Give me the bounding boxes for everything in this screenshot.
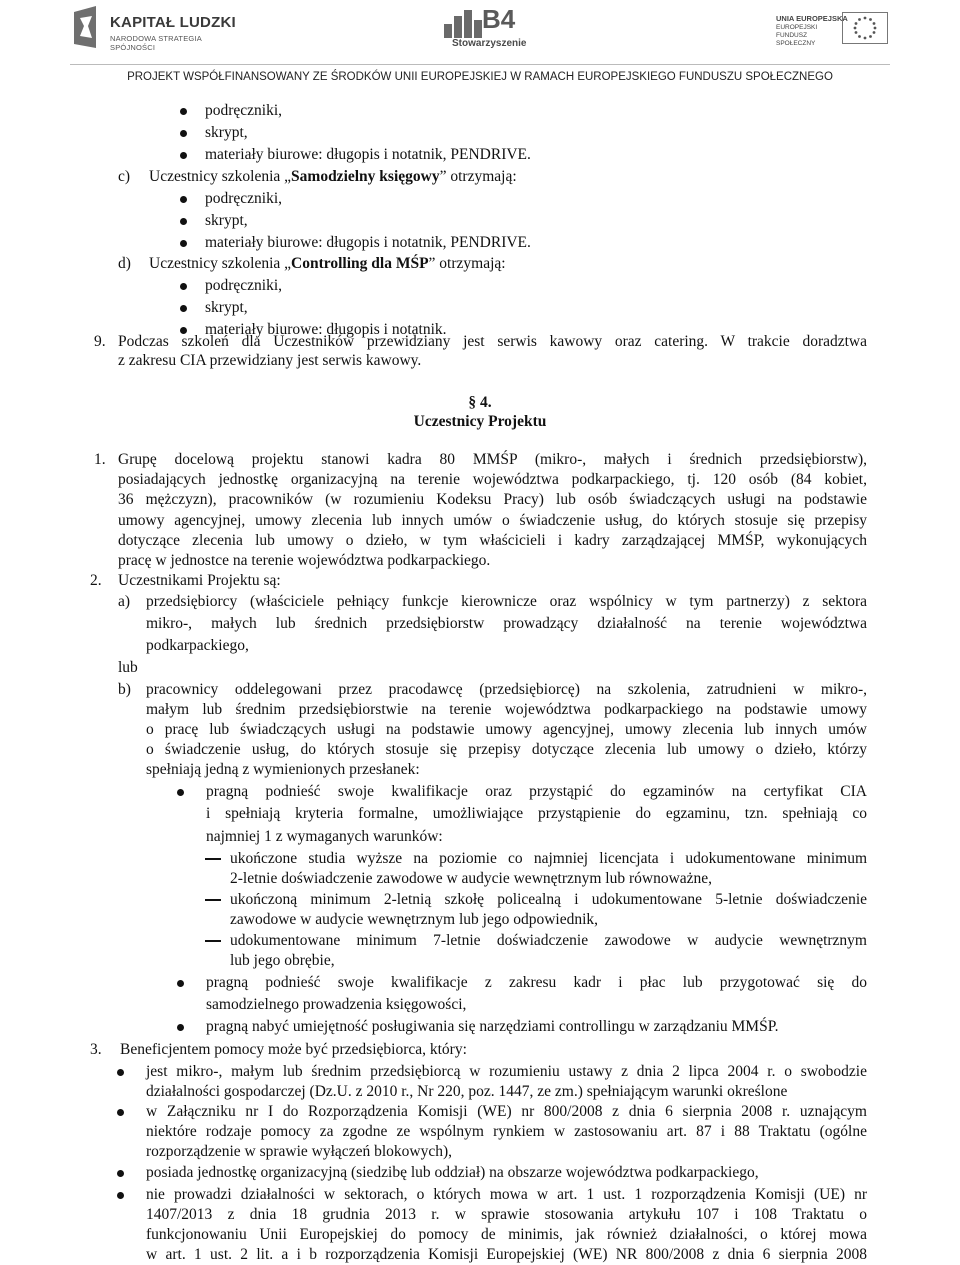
point-a-line: mikro-, małych lub średnich przedsiębiorstw prowadzący działalność na terenie województwa: [146, 615, 867, 632]
dash-line: lub jego obrębie,: [230, 952, 335, 969]
paragraph-1-line: dotyczące zlecenia lub umowy o dzieło, w tym właścicieli i kadry zarządzającej MMŚP, wykonujących: [118, 532, 867, 549]
point-b-line: małym lub średnim przedsiębiorstwie na terenie województwa podkarpackiego na podstawie umowy: [146, 701, 867, 718]
bullet-line: jest mikro-, małym lub średnim przedsiębiorcą w rozumieniu ustawy z dnia 2 lipca 2004 r. o swobodzie: [146, 1063, 867, 1080]
dash-icon: [205, 899, 221, 901]
bullet-line: niektóre rodzaje pomocy za zgodne ze wspólnym rynkiem w zastosowaniu art. 87 i 88 Traktatu (ogólne: [146, 1123, 867, 1140]
paragraph-1-line: posiadających jednostkę organizacyjną na terenie województwa podkarpackiego, tj. 120 osób (84 kobiet,: [118, 471, 867, 488]
eu-title: UNIA EUROPEJSKA: [776, 14, 848, 23]
eu-subtitle: EUROPEJSKI FUNDUSZ SPOŁECZNY: [776, 24, 818, 47]
kapital-ludzki-emblem-icon: [70, 4, 104, 50]
page-header: [0, 0, 960, 92]
bullet-icon: [117, 1069, 124, 1076]
header-divider: [70, 64, 890, 65]
paragraph-1-line: Grupę docelową projektu stanowi kadra 80 MMŚP (mikro-, małych i średnich przedsiębiorstw),: [118, 451, 867, 468]
list-item: podręczniki,: [205, 190, 283, 207]
kapital-ludzki-tagline: NARODOWA STRATEGIA SPÓJNOŚCI: [110, 34, 202, 52]
bullet-line: działalności gospodarczej (Dz.U. z 2010 r., Nr 220, poz. 1447, ze zm.) spełniającym warunki określone: [146, 1083, 788, 1100]
item-9-number: 9.: [94, 333, 106, 350]
bullet-line: pragną podnieść swoje kwalifikacje z zakresu kadr i płac lub przygotować się do: [206, 974, 867, 991]
paragraph-3-intro: Beneficjentem pomocy może być przedsiębiorca, który:: [120, 1041, 467, 1058]
kapital-ludzki-logo: [70, 4, 240, 54]
b4-emblem-icon: [444, 10, 484, 40]
bullet-line: 1407/2013 z dnia 18 grudnia 2013 r. w sprawie stosowania artykułu 107 i 108 Traktatu o: [146, 1206, 867, 1223]
bullet-icon: [117, 1170, 124, 1177]
eu-flag-icon: [842, 12, 888, 44]
bullet-icon: [177, 789, 184, 796]
course-name: Samodzielny księgowy: [291, 168, 440, 185]
list-item: skrypt,: [205, 212, 248, 229]
bullet-line: pragną podnieść swoje kwalifikacje oraz przystąpić do egzaminów na certyfikat CIA: [206, 783, 867, 800]
b4-name: B4: [482, 4, 516, 34]
section-c-heading: Uczestnicy szkolenia „Samodzielny księgowy” otrzymają:: [149, 168, 517, 185]
bullet-line: w Załączniku nr I do Rozporządzenia Komisji (WE) nr 800/2008 z dnia 6 sierpnia 2008 r. uznającym: [146, 1103, 867, 1120]
list-item: materiały biurowe: długopis i notatnik, PENDRIVE.: [205, 234, 531, 251]
bullet-line: pragną nabyć umiejętność posługiwania się narzędziami controllingu w zarządzaniu MMŚP.: [206, 1018, 779, 1035]
list-item: materiały biurowe: długopis i notatnik.: [205, 321, 447, 338]
bullet-icon: [180, 108, 187, 115]
b4-logo: [444, 4, 534, 52]
paragraph-1-line: pracę w jednostce na terenie województwa podkarpackiego.: [118, 552, 491, 569]
point-b-line: pracownicy oddelegowani przez pracodawcę (przedsiębiorcę) na szkolenia, zatrudnieni w mikro-,: [146, 681, 867, 698]
list-item: skrypt,: [205, 299, 248, 316]
paragraph-3-number: 3.: [90, 1041, 102, 1058]
b4-subtitle: Stowarzyszenie: [452, 38, 527, 49]
point-b-label: b): [118, 681, 131, 698]
section-d-label: d): [118, 255, 131, 272]
bullet-icon: [180, 152, 187, 159]
dash-line: 2-letnie doświadczenie zawodowe w audycie wewnętrznym lub równoważne,: [230, 870, 713, 887]
bullet-icon: [180, 196, 187, 203]
project-funding-line: PROJEKT WSPÓŁFINANSOWANY ZE ŚRODKÓW UNII EUROPEJSKIEJ W RAMACH EUROPEJSKIEGO FUNDUSZU SPOŁECZNEGO: [127, 71, 833, 83]
paragraph-2-intro: Uczestnikami Projektu są:: [118, 572, 281, 589]
item-9-text: Podczas szkoleń dla Uczestników przewidziany jest serwis kawowy oraz catering. W trakcie doradztwa: [118, 333, 867, 350]
dash-line: ukończone studia wyższe na poziomie co najmniej licencjata i udokumentowane minimum: [230, 850, 867, 867]
bullet-icon: [177, 980, 184, 987]
course-name: Controlling dla MŚP: [291, 255, 429, 272]
dash-line: ukończoną minimum 2-letnią szkołę policealną i udokumentowane 5-letnie doświadczenie: [230, 891, 867, 908]
list-item: podręczniki,: [205, 277, 283, 294]
list-item: materiały biurowe: długopis i notatnik, PENDRIVE.: [205, 146, 531, 163]
or-connector: lub: [118, 659, 138, 676]
bullet-icon: [117, 1192, 124, 1199]
item-9-text: z zakresu CIA przewidziany jest serwis kawowy.: [118, 352, 422, 369]
section-d-heading: Uczestnicy szkolenia „Controlling dla MŚP” otrzymają:: [149, 255, 506, 272]
bullet-line: posiada jednostkę organizacyjną (siedzibę lub oddział) na obszarze województwa podkarpackiego,: [146, 1164, 759, 1181]
bullet-line: samodzielnego prowadzenia księgowości,: [206, 996, 467, 1013]
list-item: skrypt,: [205, 124, 248, 141]
eu-logo: [776, 12, 896, 52]
bullet-line: najmniej 1 z wymaganych warunków:: [206, 828, 443, 845]
point-a-line: podkarpackiego,: [146, 637, 249, 654]
paragraph-2-number: 2.: [90, 572, 102, 589]
point-b-line: o świadczenie usług, do których stosuje się przepisy dotyczące zlecenia lub umowy o dzieło, którzy: [146, 741, 867, 758]
bullet-line: nie prowadzi działalności w sektorach, o których mowa w art. 1 ust. 1 rozporządzenia Komisji (UE) nr: [146, 1186, 867, 1203]
bullet-icon: [180, 130, 187, 137]
bullet-icon: [180, 283, 187, 290]
paragraph-1-number: 1.: [94, 451, 106, 468]
bullet-line: w art. 1 ust. 2 lit. a i b rozporządzenia Komisji Europejskiej (WE) NR 800/2008 z dnia 6 sierpnia 2008: [146, 1246, 867, 1263]
bullet-line: funkcjonowaniu Unii Europejskiej do pomocy de minimis, jak również działalności, o której mowa: [146, 1226, 867, 1243]
paragraph-1-line: umowy agencyjnej, umowy zlecenia lub innych umów o świadczenie usług, do których stosuje się przepisy: [118, 512, 867, 529]
bullet-icon: [180, 305, 187, 312]
section-title: Uczestnicy Projektu: [413, 413, 547, 430]
bullet-icon: [177, 1024, 184, 1031]
bullet-icon: [117, 1109, 124, 1116]
bullet-line: rozporządzenie w sprawie wyłączeń blokowych),: [146, 1143, 452, 1160]
dash-line: udokumentowane minimum 7-letnie doświadczenie zawodowe w audycie wewnętrznym: [230, 932, 867, 949]
bullet-icon: [180, 240, 187, 247]
bullet-line: i spełniają kryteria formalne, umożliwiające przystąpienie do egzaminu, tzn. spełniają co: [206, 805, 867, 822]
point-b-line: o pracę lub świadczących usługi na podstawie umowy agencyjnej, umowy zlecenia lub innych umów: [146, 721, 867, 738]
list-item: podręczniki,: [205, 102, 283, 119]
section-number: § 4.: [468, 394, 492, 411]
point-a-label: a): [118, 593, 131, 610]
section-c-label: c): [118, 168, 131, 185]
paragraph-1-line: 36 mężczyzn), pracowników (w rozumieniu Kodeksu Pracy) lub osób świadczących usługi na podstawie: [118, 491, 867, 508]
point-b-line: spełniają jedną z wymienionych przesłanek:: [146, 761, 420, 778]
dash-icon: [205, 940, 221, 942]
point-a-line: przedsiębiorcy (właściciele pełniący funkcje kierownicze oraz wspólnicy w tym partnerzy) z sektora: [146, 593, 867, 610]
dash-icon: [205, 858, 221, 860]
bullet-icon: [180, 218, 187, 225]
dash-line: zawodowe w audycie wewnętrznym lub jego odpowiednik,: [230, 911, 599, 928]
kapital-ludzki-name: KAPITAŁ LUDZKI: [110, 14, 236, 31]
